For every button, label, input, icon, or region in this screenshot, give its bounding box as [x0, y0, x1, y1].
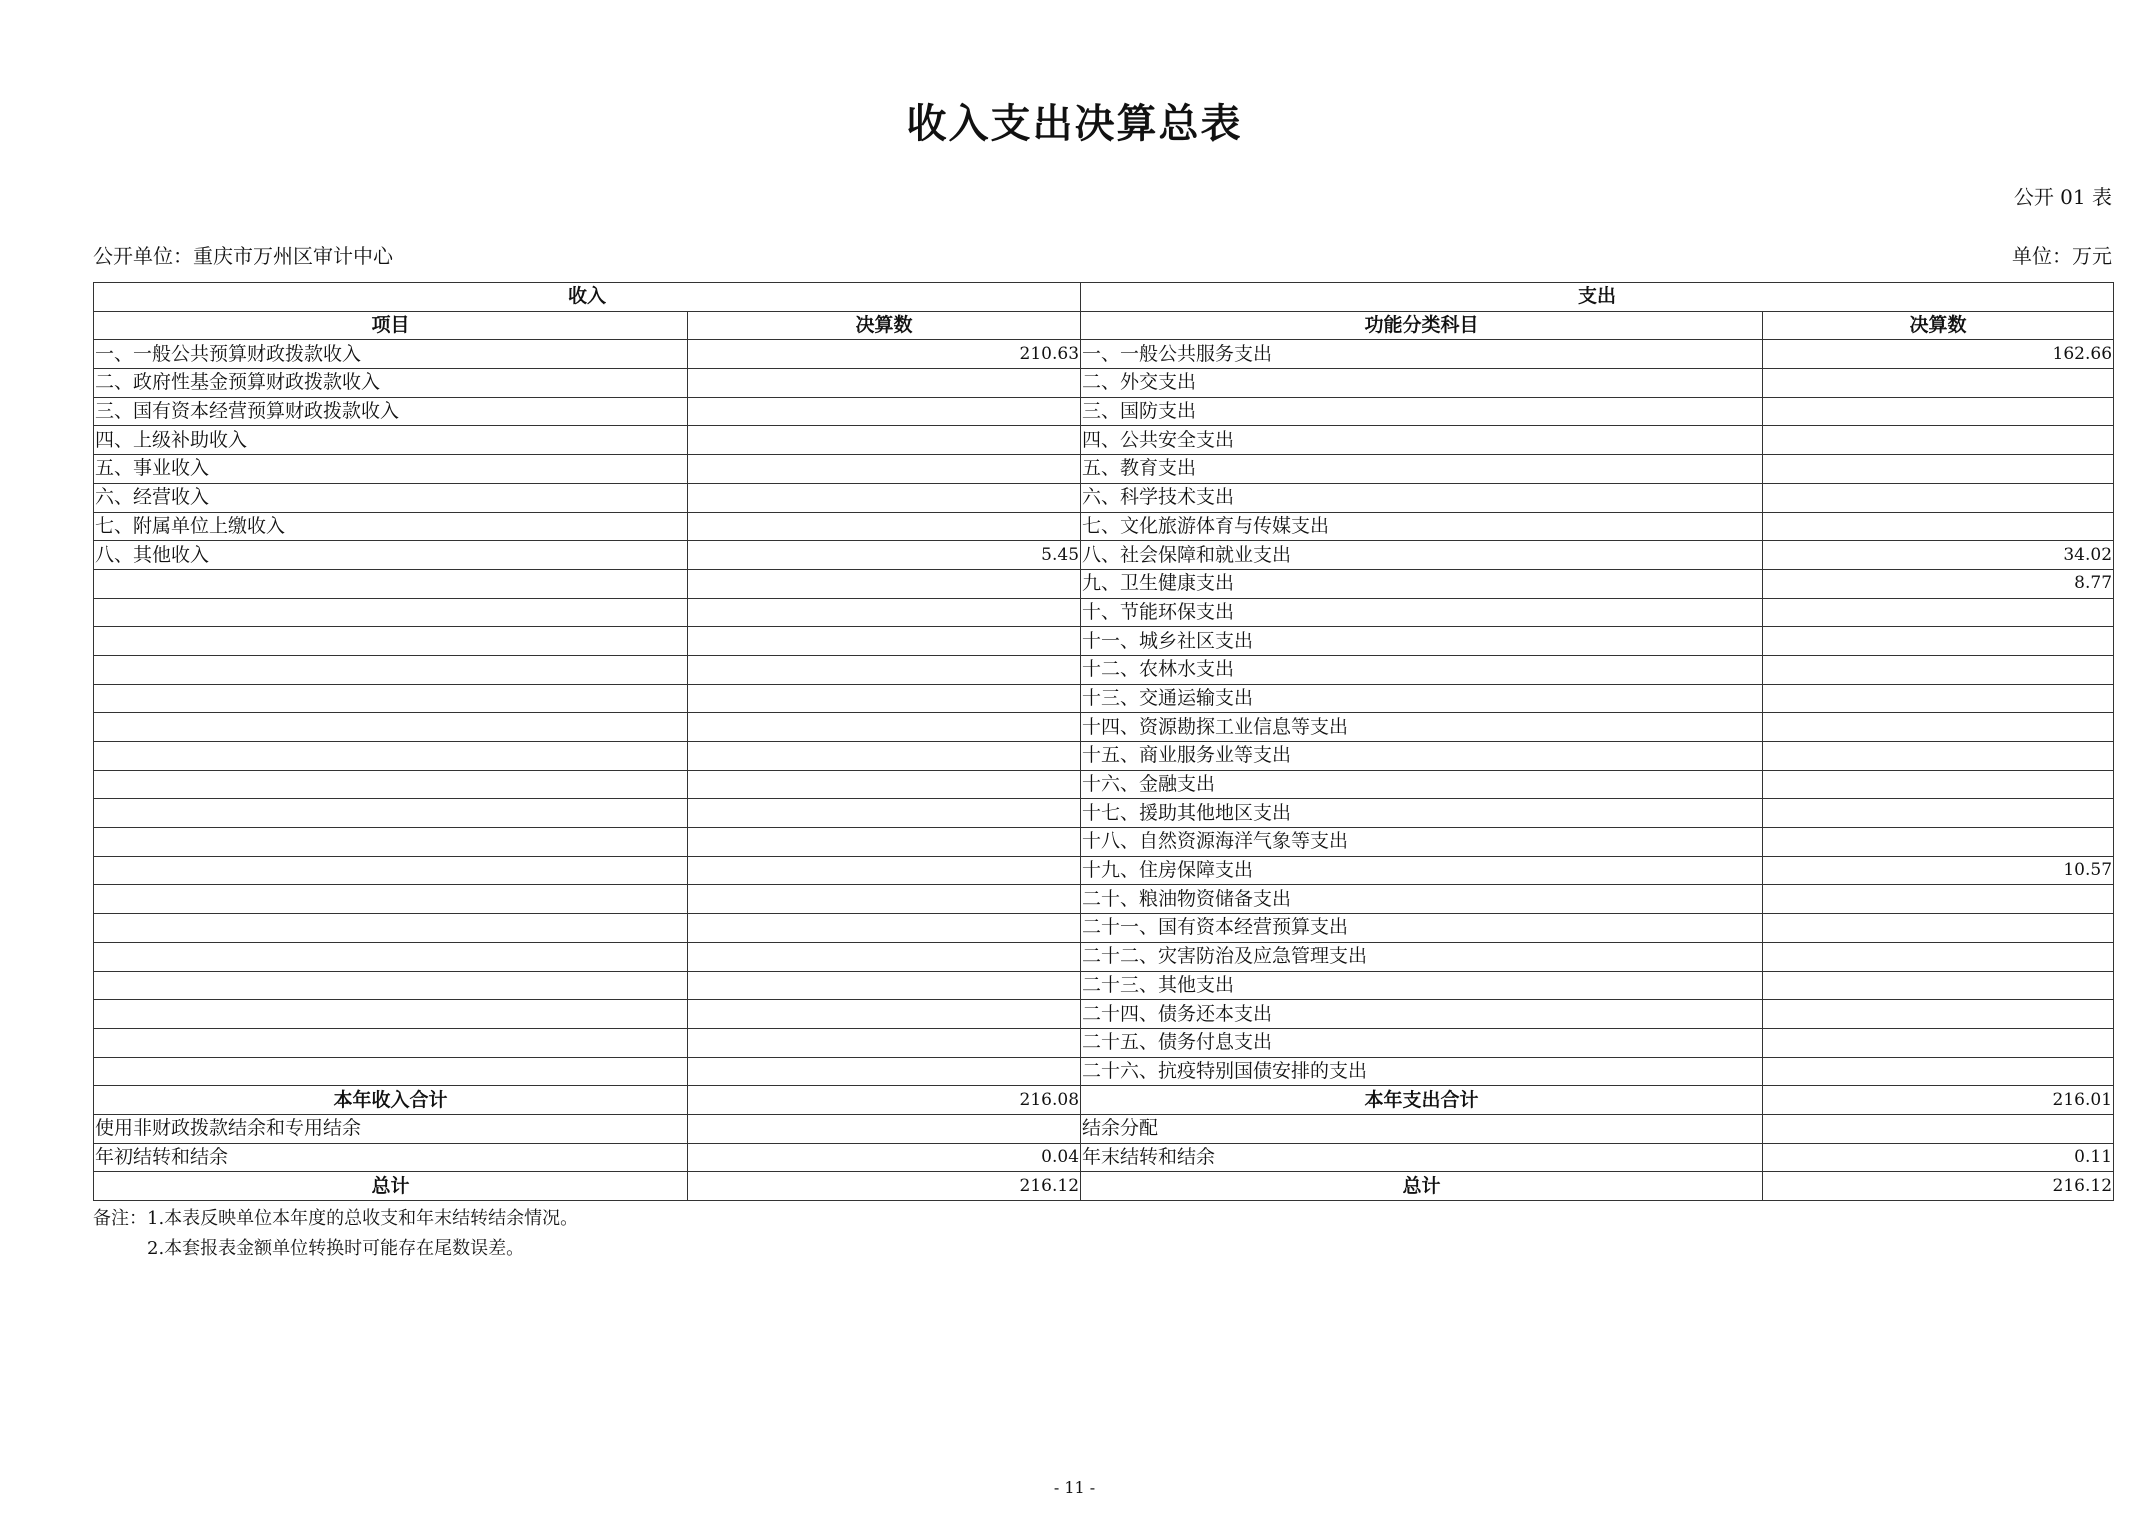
expense-amount-cell	[1763, 828, 2114, 857]
table-row	[94, 856, 2114, 885]
income-group-header: 收入	[94, 283, 1081, 312]
table-row	[94, 369, 2114, 398]
expense-item-cell: 十一、城乡社区支出	[1081, 627, 1763, 656]
table-row	[94, 569, 2114, 598]
table-row	[94, 397, 2114, 426]
income-amount-cell	[688, 397, 1081, 426]
income-item-cell: 三、国有资本经营预算财政拨款收入	[94, 397, 688, 426]
expense-item-cell: 十九、住房保障支出	[1081, 856, 1763, 885]
income-amount-cell	[688, 1000, 1081, 1029]
income-item-cell	[94, 627, 688, 656]
income-item-header: 项目	[94, 311, 688, 340]
expense-item-cell: 五、教育支出	[1081, 455, 1763, 484]
income-item-cell	[94, 828, 688, 857]
expense-item-cell: 结余分配	[1081, 1114, 1763, 1143]
expense-amount-cell	[1763, 1057, 2114, 1086]
income-amount-cell	[688, 598, 1081, 627]
table-row	[94, 885, 2114, 914]
expense-amount-cell	[1763, 1114, 2114, 1143]
expense-amount-cell: 8.77	[1763, 569, 2114, 598]
income-total-amount: 216.12	[688, 1172, 1081, 1201]
expense-item-cell: 二十六、抗疫特别国债安排的支出	[1081, 1057, 1763, 1086]
subtotal-row	[94, 1086, 2114, 1115]
column-header-row	[94, 311, 2114, 340]
table-row	[94, 340, 2114, 369]
expense-amount-cell	[1763, 397, 2114, 426]
table-row	[94, 541, 2114, 570]
expense-item-cell: 二十、粮油物资储备支出	[1081, 885, 1763, 914]
table-row	[94, 655, 2114, 684]
income-item-cell: 使用非财政拨款结余和专用结余	[94, 1114, 688, 1143]
income-item-cell	[94, 713, 688, 742]
table-row	[94, 914, 2114, 943]
income-item-cell	[94, 1000, 688, 1029]
income-item-cell	[94, 885, 688, 914]
income-amount-cell	[688, 684, 1081, 713]
expense-item-cell: 二十一、国有资本经营预算支出	[1081, 914, 1763, 943]
income-amount-cell	[688, 770, 1081, 799]
expense-amount-cell	[1763, 455, 2114, 484]
income-item-cell	[94, 942, 688, 971]
income-item-cell	[94, 742, 688, 771]
income-amount-cell	[688, 512, 1081, 541]
expense-amount-cell: 162.66	[1763, 340, 2114, 369]
table-row	[94, 1057, 2114, 1086]
expense-amount-cell	[1763, 885, 2114, 914]
table-row	[94, 742, 2114, 771]
expense-amount-cell	[1763, 627, 2114, 656]
expense-amount-header: 决算数	[1763, 311, 2114, 340]
expense-item-cell: 四、公共安全支出	[1081, 426, 1763, 455]
expense-item-cell: 八、社会保障和就业支出	[1081, 541, 1763, 570]
expense-item-cell: 十五、商业服务业等支出	[1081, 742, 1763, 771]
expense-item-cell: 十六、金融支出	[1081, 770, 1763, 799]
income-amount-cell	[688, 627, 1081, 656]
table-row	[94, 512, 2114, 541]
income-item-cell: 年初结转和结余	[94, 1143, 688, 1172]
expense-amount-cell	[1763, 914, 2114, 943]
income-item-cell	[94, 1028, 688, 1057]
income-item-cell	[94, 971, 688, 1000]
currency-unit: 单位：万元	[2012, 244, 2112, 268]
income-item-cell	[94, 1057, 688, 1086]
expense-item-cell: 十三、交通运输支出	[1081, 684, 1763, 713]
expense-amount-cell	[1763, 598, 2114, 627]
income-amount-cell	[688, 914, 1081, 943]
table-row	[94, 799, 2114, 828]
income-amount-cell	[688, 655, 1081, 684]
grand-total-row	[94, 1172, 2114, 1201]
income-amount-header: 决算数	[688, 311, 1081, 340]
expense-item-cell: 十二、农林水支出	[1081, 655, 1763, 684]
expense-item-cell: 七、文化旅游体育与传媒支出	[1081, 512, 1763, 541]
table-row	[94, 942, 2114, 971]
expense-item-cell: 九、卫生健康支出	[1081, 569, 1763, 598]
expense-amount-cell	[1763, 1028, 2114, 1057]
income-amount-cell	[688, 455, 1081, 484]
expense-item-cell: 二十二、灾害防治及应急管理支出	[1081, 942, 1763, 971]
income-amount-cell: 5.45	[688, 541, 1081, 570]
income-amount-cell	[688, 799, 1081, 828]
table-row	[94, 770, 2114, 799]
expense-amount-cell	[1763, 713, 2114, 742]
income-item-cell	[94, 914, 688, 943]
expense-item-cell: 十七、援助其他地区支出	[1081, 799, 1763, 828]
expense-item-cell: 六、科学技术支出	[1081, 483, 1763, 512]
table-row	[94, 426, 2114, 455]
expense-item-cell: 一、一般公共服务支出	[1081, 340, 1763, 369]
income-item-cell	[94, 856, 688, 885]
expense-amount-cell: 10.57	[1763, 856, 2114, 885]
income-item-cell	[94, 655, 688, 684]
table-row	[94, 627, 2114, 656]
expense-amount-cell	[1763, 971, 2114, 1000]
expense-amount-cell	[1763, 799, 2114, 828]
table-row	[94, 1028, 2114, 1057]
income-amount-cell	[688, 1114, 1081, 1143]
expense-amount-cell	[1763, 655, 2114, 684]
income-amount-cell	[688, 942, 1081, 971]
page-title: 收入支出决算总表	[906, 101, 1243, 147]
income-amount-cell	[688, 369, 1081, 398]
income-item-cell	[94, 770, 688, 799]
expense-item-cell: 二十四、债务还本支出	[1081, 1000, 1763, 1029]
table-row	[94, 598, 2114, 627]
income-expense-table	[93, 282, 2114, 1201]
expense-amount-cell	[1763, 942, 2114, 971]
expense-amount-cell	[1763, 426, 2114, 455]
income-item-cell	[94, 799, 688, 828]
expense-amount-cell	[1763, 770, 2114, 799]
expense-item-cell: 二、外交支出	[1081, 369, 1763, 398]
expense-total-label: 总计	[1081, 1172, 1763, 1201]
income-amount-cell	[688, 828, 1081, 857]
expense-item-cell: 十四、资源勘探工业信息等支出	[1081, 713, 1763, 742]
income-amount-cell	[688, 569, 1081, 598]
expense-amount-cell: 34.02	[1763, 541, 2114, 570]
income-item-cell: 五、事业收入	[94, 455, 688, 484]
expense-item-cell: 二十五、债务付息支出	[1081, 1028, 1763, 1057]
income-item-cell	[94, 569, 688, 598]
group-header-row	[94, 283, 2114, 312]
expense-amount-cell: 0.11	[1763, 1143, 2114, 1172]
income-total-label: 本年收入合计	[94, 1086, 688, 1115]
notes	[93, 1204, 578, 1264]
income-amount-cell	[688, 483, 1081, 512]
table-row	[94, 713, 2114, 742]
income-amount-cell	[688, 713, 1081, 742]
balance-row	[94, 1143, 2114, 1172]
expense-amount-cell	[1763, 483, 2114, 512]
income-item-cell: 六、经营收入	[94, 483, 688, 512]
expense-total-amount: 216.12	[1763, 1172, 2114, 1201]
expense-amount-cell	[1763, 742, 2114, 771]
expense-total-label: 本年支出合计	[1081, 1086, 1763, 1115]
reporting-unit: 公开单位：重庆市万州区审计中心	[93, 244, 393, 268]
table-row	[94, 455, 2114, 484]
page-number: - 11 -	[1053, 1478, 1096, 1497]
expense-amount-cell	[1763, 1000, 2114, 1029]
expense-item-cell: 二十三、其他支出	[1081, 971, 1763, 1000]
expense-item-cell: 十八、自然资源海洋气象等支出	[1081, 828, 1763, 857]
table-row	[94, 1000, 2114, 1029]
income-item-cell	[94, 684, 688, 713]
income-amount-cell	[688, 1057, 1081, 1086]
balance-row	[94, 1114, 2114, 1143]
income-amount-cell	[688, 856, 1081, 885]
form-code: 公开 01 表	[2013, 185, 2112, 209]
income-item-cell	[94, 598, 688, 627]
income-item-cell: 八、其他收入	[94, 541, 688, 570]
expense-amount-cell	[1763, 369, 2114, 398]
income-item-cell: 四、上级补助收入	[94, 426, 688, 455]
income-amount-cell	[688, 971, 1081, 1000]
table-row	[94, 971, 2114, 1000]
income-amount-cell: 0.04	[688, 1143, 1081, 1172]
expense-amount-cell	[1763, 684, 2114, 713]
expense-item-cell: 年末结转和结余	[1081, 1143, 1763, 1172]
income-amount-cell	[688, 1028, 1081, 1057]
note-2: 2.本套报表金额单位转换时可能存在尾数误差。	[147, 1238, 525, 1259]
table-row	[94, 684, 2114, 713]
income-total-label: 总计	[94, 1172, 688, 1201]
income-item-cell: 七、附属单位上缴收入	[94, 512, 688, 541]
income-amount-cell	[688, 742, 1081, 771]
expense-item-cell: 十、节能环保支出	[1081, 598, 1763, 627]
expense-amount-cell	[1763, 512, 2114, 541]
income-total-amount: 216.08	[688, 1086, 1081, 1115]
expense-item-cell: 三、国防支出	[1081, 397, 1763, 426]
expense-group-header: 支出	[1081, 283, 2114, 312]
income-amount-cell: 210.63	[688, 340, 1081, 369]
income-item-cell: 一、一般公共预算财政拨款收入	[94, 340, 688, 369]
note-1: 备注：1.本表反映单位本年度的总收支和年末结转结余情况。	[93, 1208, 579, 1229]
income-amount-cell	[688, 426, 1081, 455]
income-amount-cell	[688, 885, 1081, 914]
expense-item-header: 功能分类科目	[1081, 311, 1763, 340]
expense-total-amount: 216.01	[1763, 1086, 2114, 1115]
table-row	[94, 483, 2114, 512]
table-row	[94, 828, 2114, 857]
income-item-cell: 二、政府性基金预算财政拨款收入	[94, 369, 688, 398]
